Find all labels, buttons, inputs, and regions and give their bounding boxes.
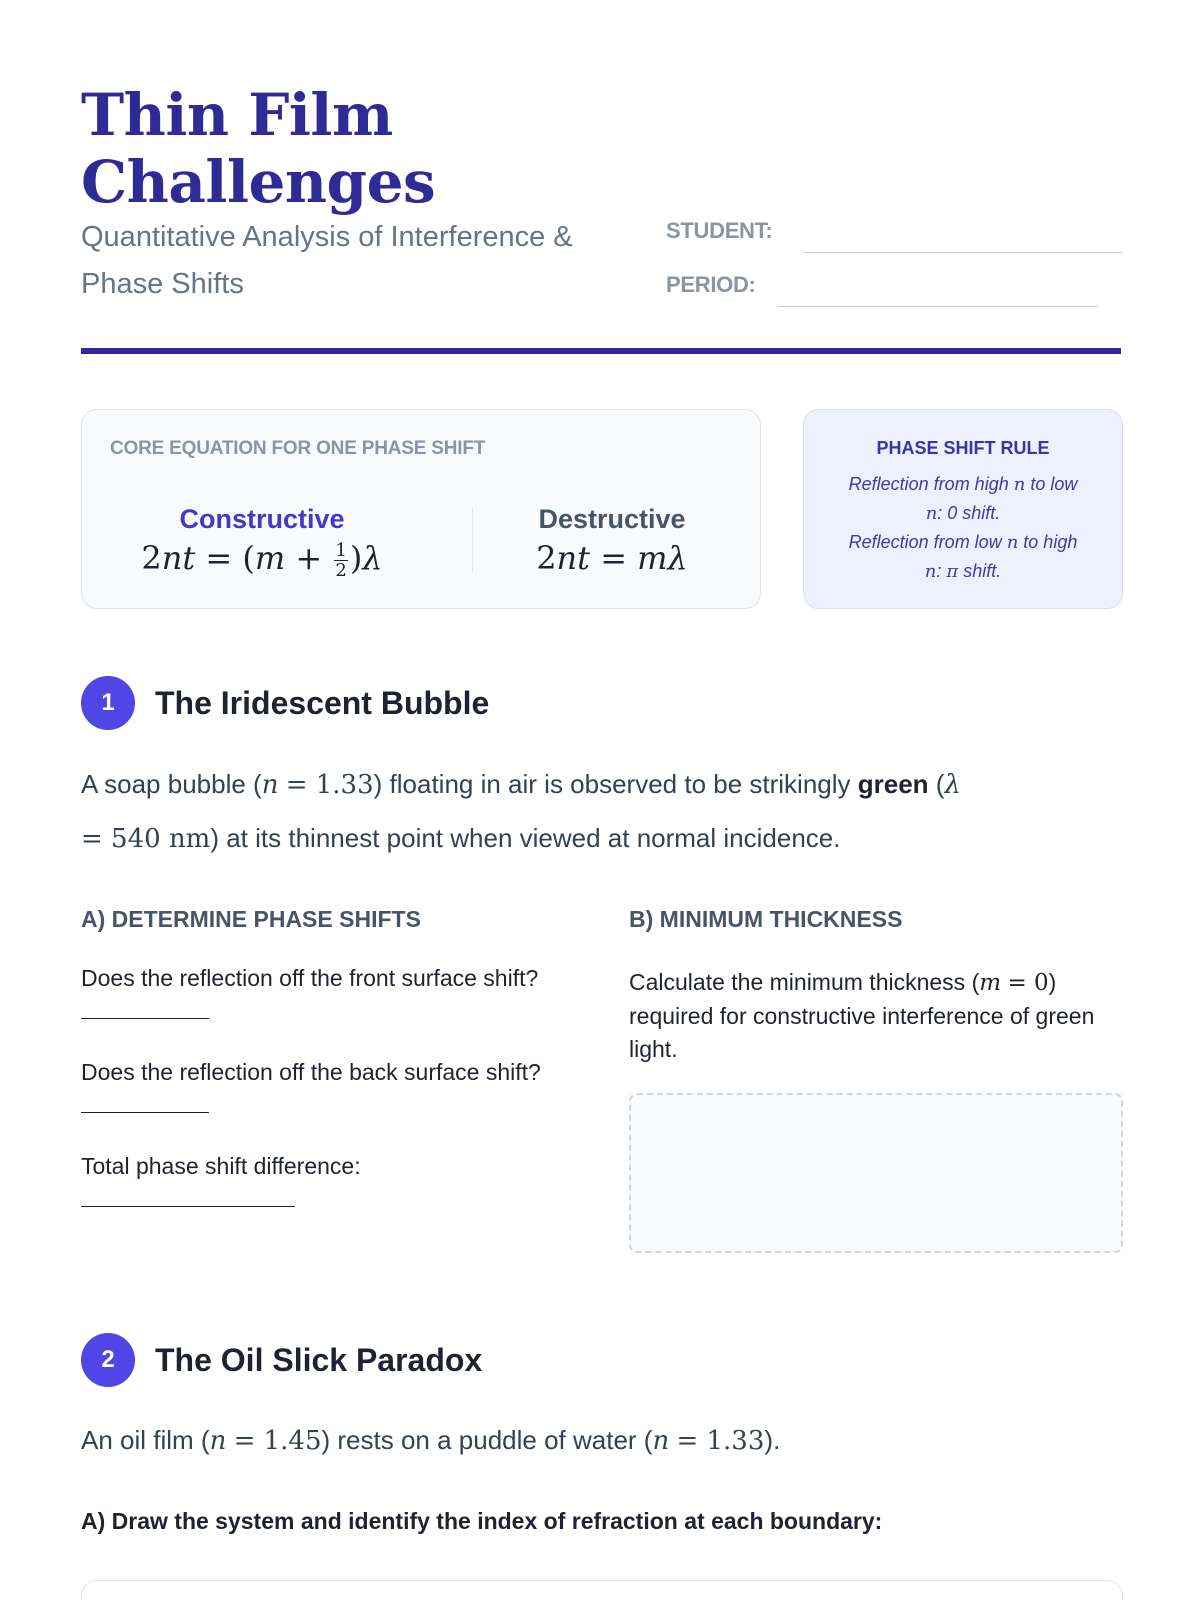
phase-shift-rule-title: PHASE SHIFT RULE: [876, 438, 1050, 458]
period-field[interactable]: [778, 306, 1098, 307]
destructive-label: Destructive: [538, 504, 686, 534]
drawing-area[interactable]: [81, 1580, 1123, 1600]
phase-shift-rule-text: Reflection from high n to low n: 0 shift. Reflection from low n to high n: π shift.: [848, 474, 1078, 582]
question-front-surface: Does the reflection off the front surface shift?: [81, 962, 551, 1028]
student-label: STUDENT:: [666, 218, 773, 243]
student-name-field[interactable]: [803, 252, 1123, 253]
period-label: PERIOD:: [666, 272, 756, 297]
minimum-thickness-prompt: Calculate the minimum thickness (m = 0) required for constructive interference of green light.: [629, 969, 1095, 1062]
page-title: Thin Film Challenges: [81, 81, 436, 216]
page-subtitle: Quantitative Analysis of Interference & Phase Shifts: [81, 221, 573, 300]
problem-2-prompt: An oil film (n = 1.45) rests on a puddle of water (n = 1.33).: [81, 1425, 781, 1456]
phase-shift-rule-card: [803, 409, 1123, 609]
header-divider: [81, 348, 1121, 354]
back-surface-answer-blank[interactable]: [81, 1091, 209, 1113]
problem-1-title: The Iridescent Bubble: [155, 685, 490, 721]
core-equation-card: [81, 409, 761, 609]
question-back-surface: Does the reflection off the back surface shift?: [81, 1056, 551, 1122]
question-total-phase: Total phase shift difference:: [81, 1150, 551, 1216]
total-phase-answer-blank[interactable]: [81, 1185, 295, 1207]
front-surface-answer-blank[interactable]: [81, 997, 209, 1019]
problem-2-part-a-heading: A) Draw the system and identify the index of refraction at each boundary:: [81, 1508, 883, 1534]
part-a-heading: A) DETERMINE PHASE SHIFTS: [81, 906, 421, 932]
destructive-formula: 2nt = mλ: [536, 539, 688, 577]
destructive-column: [512, 502, 712, 580]
constructive-column: [132, 502, 392, 580]
core-equation-title: CORE EQUATION FOR ONE PHASE SHIFT: [110, 438, 486, 459]
part-b-heading: B) MINIMUM THICKNESS: [629, 906, 903, 932]
equation-divider: [472, 507, 473, 573]
minimum-thickness-answer-box[interactable]: [629, 1093, 1123, 1253]
problem-2-title: The Oil Slick Paradox: [155, 1342, 483, 1378]
problem-1-badge: 1: [81, 676, 135, 730]
problem-1-prompt: A soap bubble (n = 1.33) floating in air is observed to be strikingly green (λ = 540 nm) at its thinnest point when viewed at normal incidence.: [81, 769, 961, 854]
constructive-label: Constructive: [179, 504, 345, 534]
problem-2-badge: 2: [81, 1333, 135, 1387]
constructive-formula: 2nt = (m + $\frac{1}{2}$ )λ: [141, 539, 383, 581]
